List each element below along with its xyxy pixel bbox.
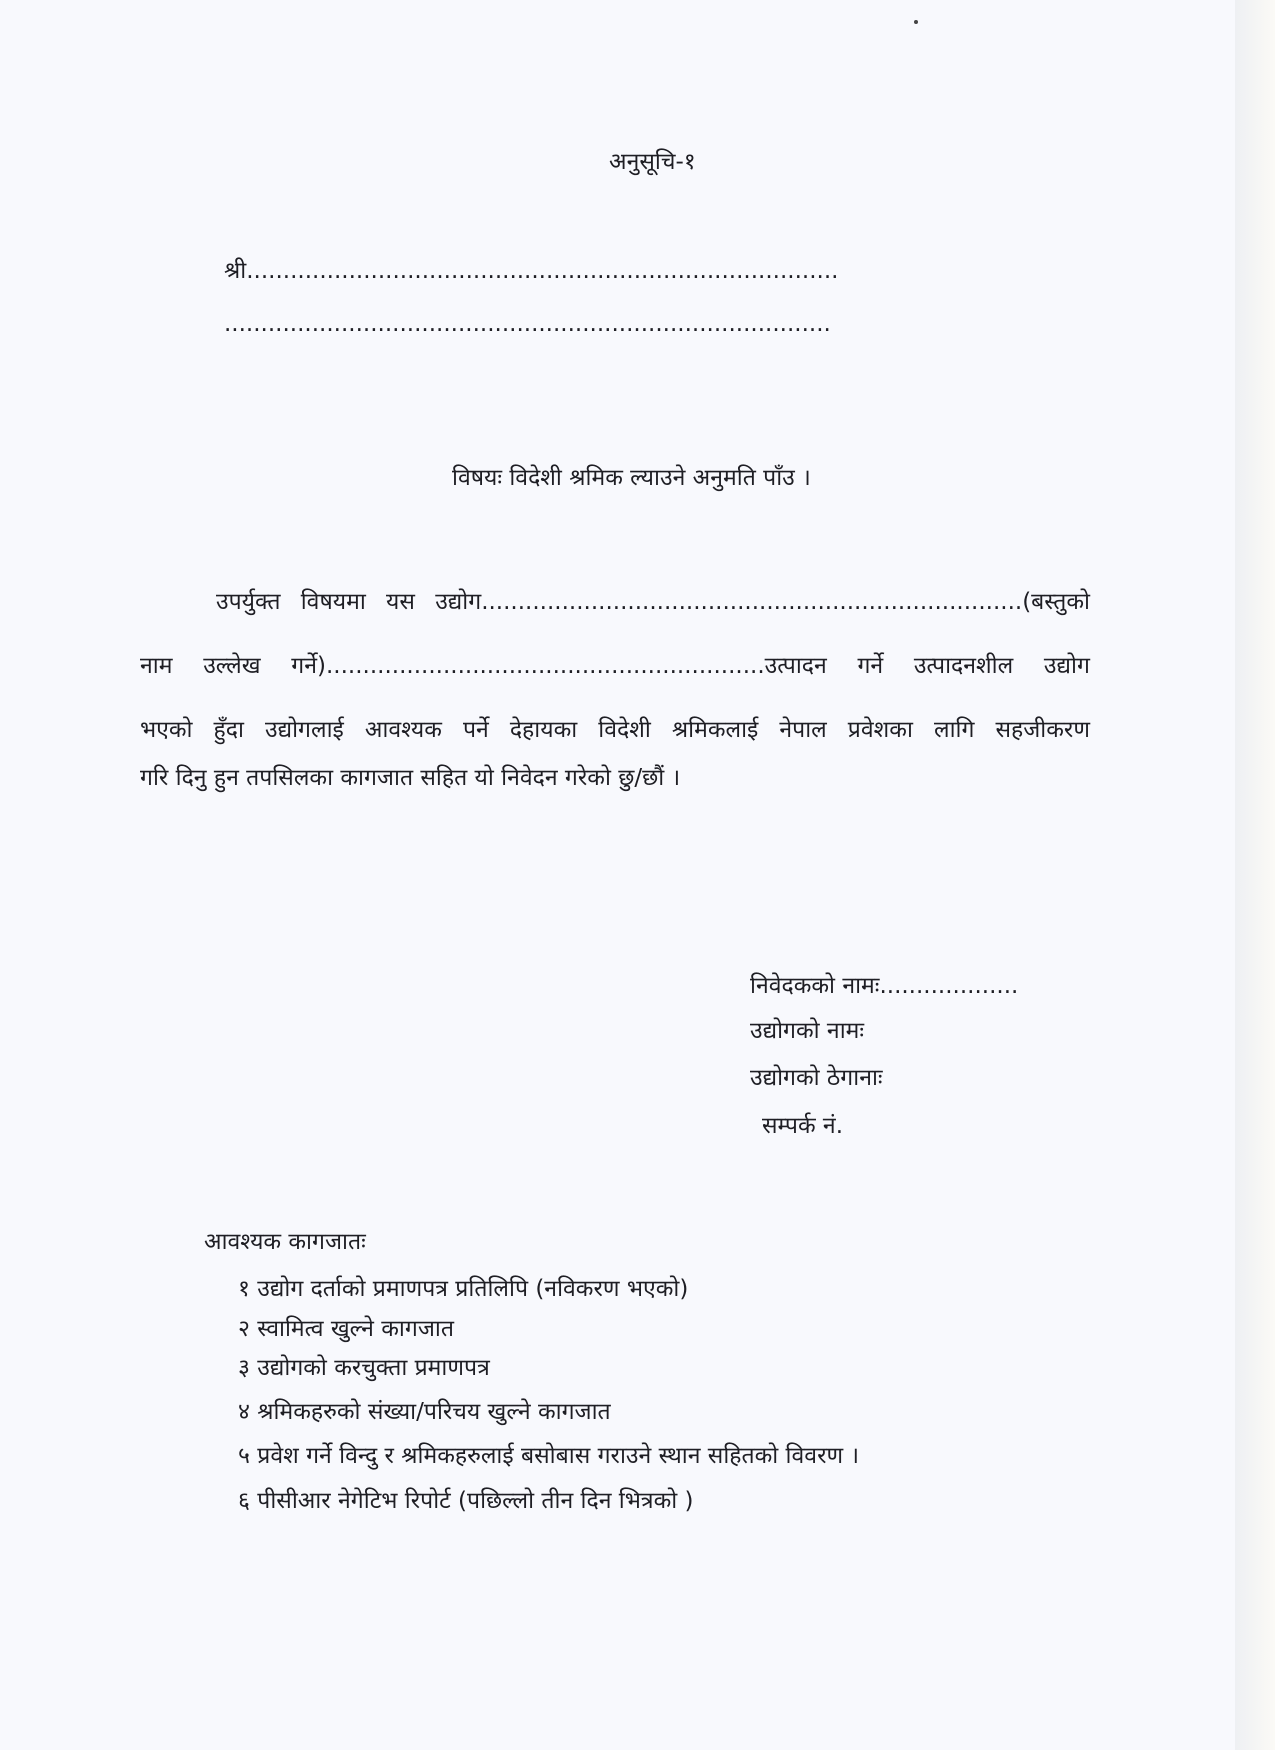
document-item: ४ श्रमिकहरुको संख्या/परिचय खुल्ने कागजात [238,1399,611,1425]
body-word: गर्ने)............................................................उत्पादन [291,653,827,679]
industry-address-field: उद्योगको ठेगानाः [750,1065,883,1091]
body-line-4: गरि दिनु हुन तपसिलका कागजात सहित यो निवेदन गरेको छु/छौं । [140,765,681,791]
document-item: २ स्वामित्व खुल्ने कागजात [238,1316,454,1342]
required-documents-title: आवश्यक कागजातः [204,1229,366,1255]
document-item: १ उद्योग दर्ताको प्रमाणपत्र प्रतिलिपि (नविकरण भएको) [238,1276,689,1302]
body-word: उद्योग..........................................................................(बस्तुको [435,589,1090,615]
body-word: आवश्यक [364,717,442,743]
schedule-heading: अनुसूचि-१ [609,149,696,175]
body-word: भएको [140,717,193,743]
body-word: यस [386,589,415,615]
paper-speck [914,20,918,24]
addressee-line-2: ................................................................................... [224,311,831,337]
body-word: श्रमिकलाई [671,717,759,743]
industry-name-field: उद्योगको नामः [750,1018,865,1044]
body-word: उल्लेख [203,653,261,679]
body-line-1 [216,586,1090,618]
body-word: नेपाल [779,717,827,743]
body-word: प्रवेशका [847,717,913,743]
body-line-2 [140,650,1090,682]
body-word: देहायका [509,717,578,743]
body-word: विषयमा [300,589,366,615]
body-word: उपर्युक्त [216,589,281,615]
subject-line: विषयः विदेशी श्रमिक ल्याउने अनुमति पाँउ । [452,465,811,491]
document-item: ३ उद्योगको करचुक्ता प्रमाणपत्र [238,1355,490,1381]
body-word: नाम [140,653,173,679]
body-word: उद्योगलाई [264,717,344,743]
body-word: सहजीकरण [995,717,1090,743]
body-word: विदेशी [598,717,651,743]
document-item: ५ प्रवेश गर्ने विन्दु र श्रमिकहरुलाई बसोबास गराउने स्थान सहितको विवरण । [238,1443,860,1469]
body-word: लागि [933,717,975,743]
body-word: पर्ने [462,717,489,743]
body-word: उत्पादनशील [913,653,1014,679]
applicant-name-field: निवेदकको नामः................... [750,973,1019,999]
body-word: हुँदा [213,717,244,743]
contact-number-field: सम्पर्क नं. [762,1113,844,1139]
body-line-3 [140,714,1090,746]
document-item: ६ पीसीआर नेगेटिभ रिपोर्ट (पछिल्लो तीन दिन भित्रको ) [238,1488,694,1514]
body-word: उद्योग [1043,653,1090,679]
addressee-line-1: श्री................................................................................. [224,258,839,284]
scan-edge [1235,0,1275,1750]
body-word: गर्ने [857,653,884,679]
